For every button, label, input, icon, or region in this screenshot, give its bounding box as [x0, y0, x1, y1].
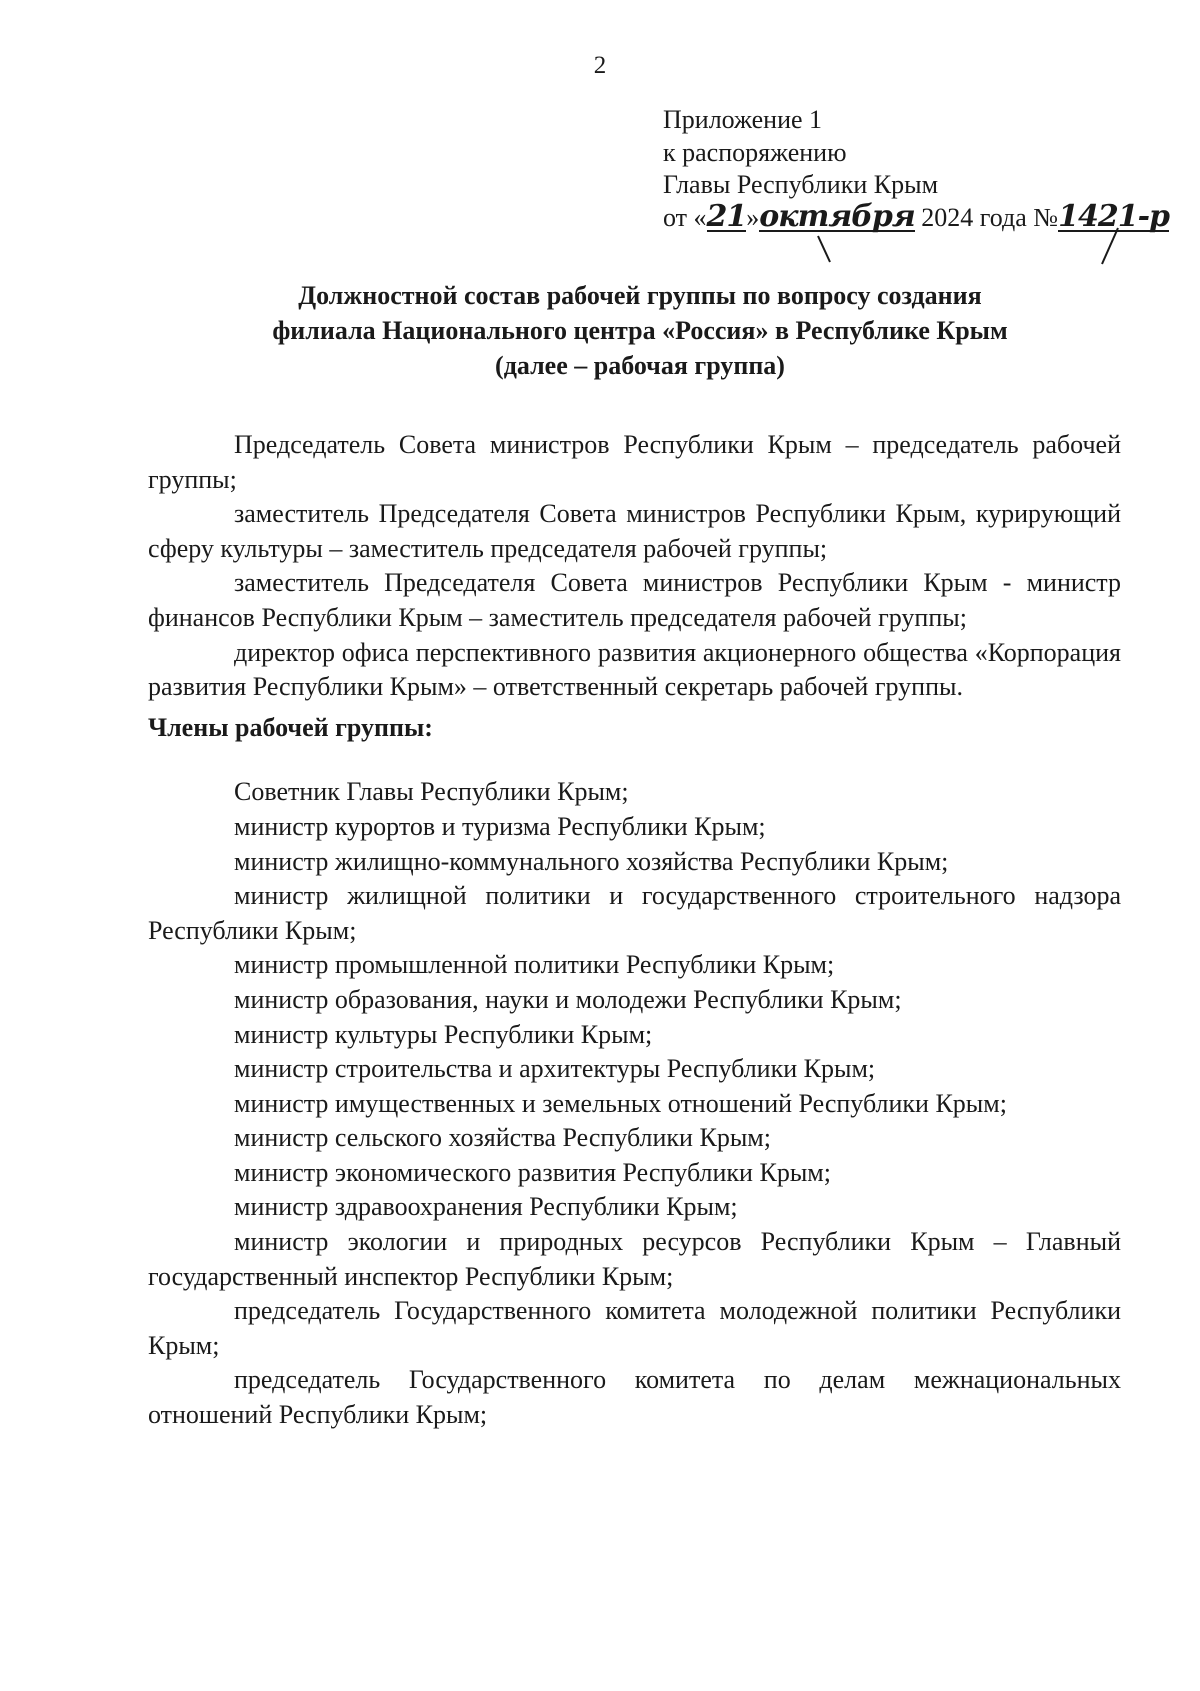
leadership-item: заместитель Председателя Совета министров Республики Крым - министр финансов Республики Крым – заместитель председателя рабочей группы;	[148, 568, 1121, 632]
appendix-line-3: Главы Республики Крым	[663, 170, 939, 199]
appendix-line-2: к распоряжению	[663, 137, 847, 167]
member-item: министр экологии и природных ресурсов Республики Крым – Главный государственный инспектор Республики Крым;	[148, 1227, 1121, 1291]
date-year: 2024 года №	[914, 202, 1059, 232]
date-prefix: от «	[663, 202, 707, 232]
page-number: 2	[593, 52, 607, 79]
member-item: министр имущественных и земельных отношений Республики Крым;	[234, 1088, 1007, 1118]
member-item: министр жилищно-коммунального хозяйства Республики Крым;	[234, 846, 949, 876]
member-item: председатель Государственного комитета по делам межнациональных отношений Республики Крым;	[148, 1365, 1121, 1430]
member-item: министр сельского хозяйства Республики Крым;	[234, 1123, 771, 1153]
member-item: министр здравоохранения Республики Крым;	[234, 1192, 738, 1222]
title-line-1: Должностной состав рабочей группы по вопросу создания	[298, 281, 982, 310]
member-item: министр культуры Республики Крым;	[234, 1019, 653, 1049]
member-item: министр промышленной политики Республики Крым;	[234, 950, 835, 980]
leadership-item: Председатель Совета министров Республики Крым – председатель рабочей группы;	[148, 430, 1121, 494]
member-item: министр экономического развития Республики Крым;	[234, 1157, 831, 1187]
member-item: Советник Главы Республики Крым;	[234, 777, 629, 807]
appendix-date-line	[663, 198, 1170, 235]
appendix-block	[663, 104, 1169, 234]
member-item: министр образования, науки и молодежи Республики Крым;	[234, 984, 902, 1014]
member-item: министр курортов и туризма Республики Крым;	[234, 811, 766, 841]
title-line-3: (далее – рабочая группа)	[495, 351, 785, 380]
leadership-item: директор офиса перспективного развития акционерного общества «Корпорация развития Республики Крым» – ответственный секретарь рабочей группы.	[148, 637, 1121, 702]
leadership-item: заместитель Председателя Совета министров Республики Крым, курирующий сферу культуры – заместитель председателя рабочей группы;	[148, 499, 1121, 563]
document-body	[148, 428, 1121, 1433]
members-heading: Члены рабочей группы:	[148, 712, 433, 742]
member-item: министр строительства и архитектуры Республики Крым;	[234, 1054, 876, 1084]
handwritten-number: 1421-р	[1058, 198, 1170, 234]
member-item: председатель Государственного комитета молодежной политики Республики Крым;	[148, 1296, 1121, 1360]
appendix-line-1: Приложение 1	[663, 105, 823, 134]
member-item: министр жилищной политики и государственного строительного надзора Республики Крым;	[148, 881, 1121, 945]
date-mid: »	[746, 202, 760, 232]
document-title	[140, 278, 1140, 383]
pen-stroke-date	[818, 236, 830, 262]
title-line-2: филиала Национального центра «Россия» в Республике Крым	[272, 316, 1008, 345]
handwritten-day: 21	[706, 198, 747, 234]
handwritten-month: октября	[759, 198, 915, 234]
